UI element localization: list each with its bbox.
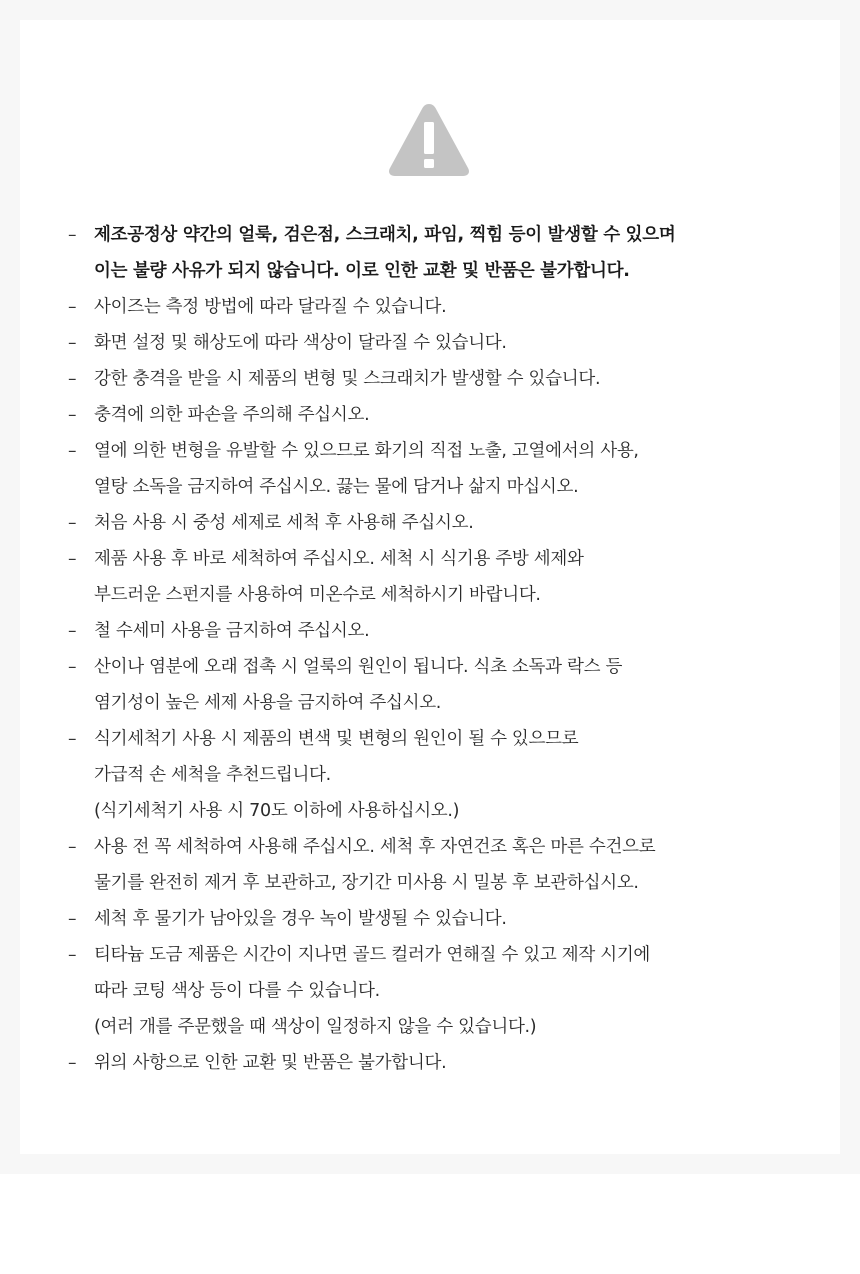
notice-item (68, 397, 828, 433)
notice-item (68, 901, 828, 937)
notice-text-line: 강한 충격을 받을 시 제품의 변형 및 스크래치가 발생할 수 있습니다. (94, 369, 601, 389)
bullet-dash: – (68, 729, 77, 749)
bullet-dash: – (68, 513, 77, 533)
notice-text-line: 화면 설정 및 해상도에 따라 색상이 달라질 수 있습니다. (94, 333, 507, 353)
notice-text-line: (여러 개를 주문했을 때 색상이 일정하지 않을 수 있습니다.) (94, 1017, 537, 1037)
notice-text-line: 티타늄 도금 제품은 시간이 지나면 골드 컬러가 연해질 수 있고 제작 시기에 (94, 945, 651, 965)
notice-text-line: 산이나 염분에 오래 접촉 시 얼룩의 원인이 됩니다. 식초 소독과 락스 등 (94, 657, 623, 677)
notice-text-line: 제조공정상 약간의 얼룩, 검은점, 스크래치, 파임, 찍힘 등이 발생할 수 있으며 (94, 225, 676, 245)
notice-item (68, 361, 828, 397)
bullet-dash: – (68, 333, 77, 353)
notice-item (68, 289, 828, 325)
notice-text-line: 물기를 완전히 제거 후 보관하고, 장기간 미사용 시 밀봉 후 보관하십시오. (94, 873, 639, 893)
notice-item (68, 433, 828, 505)
bullet-dash: – (68, 1053, 77, 1073)
bullet-dash: – (68, 621, 77, 641)
notice-item (68, 325, 828, 361)
notice-text-line: 따라 코팅 색상 등이 다를 수 있습니다. (94, 981, 380, 1001)
bullet-dash: – (68, 657, 77, 677)
notice-item (68, 721, 828, 829)
notice-item (68, 217, 828, 289)
notice-item (68, 541, 828, 613)
bullet-dash: – (68, 225, 77, 245)
notice-item (68, 505, 828, 541)
exclamation-bar (424, 122, 434, 154)
bullet-dash: – (68, 405, 77, 425)
notice-item (68, 1045, 828, 1081)
bullet-dash: – (68, 909, 77, 929)
bullet-dash: – (68, 549, 77, 569)
notice-text-line: 식기세척기 사용 시 제품의 변색 및 변형의 원인이 될 수 있으므로 (94, 729, 579, 749)
notice-item (68, 829, 828, 901)
notice-text-line: 세척 후 물기가 남아있을 경우 녹이 발생될 수 있습니다. (94, 909, 507, 929)
notice-text-line: (식기세척기 사용 시 70도 이하에 사용하십시오.) (94, 801, 460, 821)
notice-text-line: 부드러운 스펀지를 사용하여 미온수로 세척하시기 바랍니다. (94, 585, 541, 605)
notice-text-line: 염기성이 높은 세제 사용을 금지하여 주십시오. (94, 693, 442, 713)
notice-text-line: 사이즈는 측정 방법에 따라 달라질 수 있습니다. (94, 297, 447, 317)
notice-text-line: 위의 사항으로 인한 교환 및 반품은 불가합니다. (94, 1053, 447, 1073)
notice-text-line: 이는 불량 사유가 되지 않습니다. 이로 인한 교환 및 반품은 불가합니다. (94, 261, 630, 281)
notice-text-line: 열탕 소독을 금지하여 주십시오. 끓는 물에 담거나 삶지 마십시오. (94, 477, 579, 497)
notice-text-line: 철 수세미 사용을 금지하여 주십시오. (94, 621, 370, 641)
notice-text-line: 제품 사용 후 바로 세척하여 주십시오. 세척 시 식기용 주방 세제와 (94, 549, 584, 569)
notice-item (68, 613, 828, 649)
bullet-dash: – (68, 441, 77, 461)
notice-text-line: 열에 의한 변형을 유발할 수 있으므로 화기의 직접 노출, 고열에서의 사용, (94, 441, 639, 461)
bullet-dash: – (68, 945, 77, 965)
notice-item (68, 937, 828, 1045)
notice-text-line: 처음 사용 시 중성 세제로 세척 후 사용해 주십시오. (94, 513, 474, 533)
care-notice-list (68, 217, 828, 1081)
bullet-dash: – (68, 297, 77, 317)
bullet-dash: – (68, 369, 77, 389)
warning-triangle-icon (386, 100, 472, 178)
notice-item (68, 649, 828, 721)
bullet-dash: – (68, 837, 77, 857)
notice-text-line: 충격에 의한 파손을 주의해 주십시오. (94, 405, 370, 425)
notice-text-line: 사용 전 꼭 세척하여 사용해 주십시오. 세척 후 자연건조 혹은 마른 수건으로 (94, 837, 656, 857)
notice-text-line: 가급적 손 세척을 추천드립니다. (94, 765, 331, 785)
exclamation-dot (424, 159, 434, 168)
